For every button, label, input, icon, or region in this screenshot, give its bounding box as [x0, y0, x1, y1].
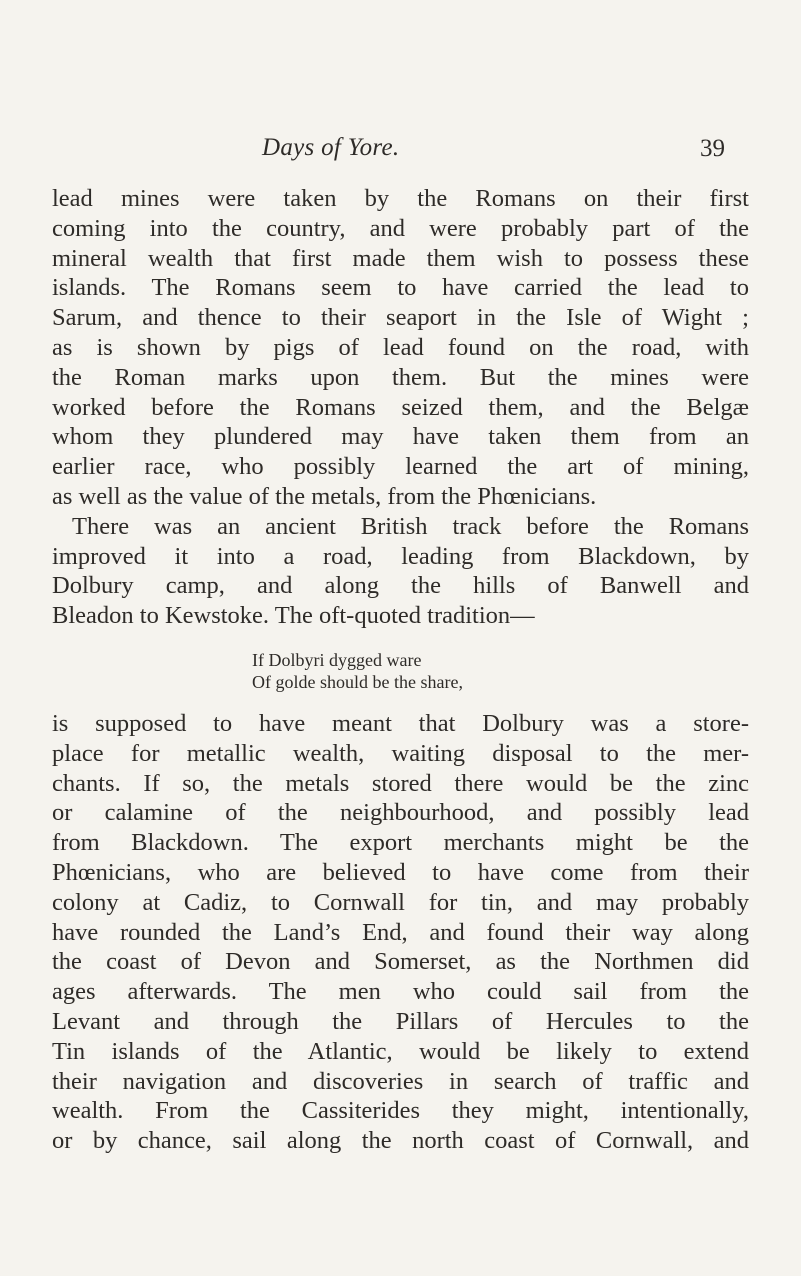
text-line: Levant and through the Pillars of Hercules to the — [52, 1007, 749, 1035]
text-line: the Roman marks upon them. But the mines were — [52, 363, 749, 391]
text-line: Tin islands of the Atlantic, would be likely to extend — [52, 1037, 749, 1065]
verse-line: If Dolbyri dygged ware — [252, 649, 422, 670]
page-number: 39 — [700, 135, 725, 162]
text-line: coming into the country, and were probably part of the — [52, 214, 749, 242]
text-line: or by chance, sail along the north coast of Cornwall, and — [52, 1127, 749, 1155]
paragraph-2 — [52, 512, 749, 631]
text-line: is supposed to have meant that Dolbury was a store- — [52, 709, 749, 737]
text-line: earlier race, who possibly learned the art of mining, — [52, 453, 749, 481]
text-line: wealth. From the Cassiterides they might, intentionally, — [52, 1097, 749, 1125]
text-line: as is shown by pigs of lead found on the road, with — [52, 333, 749, 361]
text-line: lead mines were taken by the Romans on their first — [52, 185, 749, 212]
text-line: chants. If so, the metals stored there would be the zinc — [52, 769, 749, 797]
text-line: from Blackdown. The export merchants might be the — [52, 829, 749, 857]
text-line: or calamine of the neighbourhood, and possibly lead — [52, 799, 749, 827]
verse-quotation — [52, 649, 749, 693]
paragraph-3 — [52, 709, 749, 1156]
text-line: Phœnicians, who are believed to have come from their — [52, 858, 749, 886]
body-text — [52, 184, 749, 1156]
text-line: colony at Cadiz, to Cornwall for tin, and may probably — [52, 888, 749, 916]
text-line: their navigation and discoveries in search of traffic and — [52, 1067, 749, 1095]
text-line: Bleadon to Kewstoke. The oft-quoted tradition— — [52, 602, 535, 630]
running-title: Days of Yore. — [262, 134, 400, 161]
running-head — [0, 134, 801, 170]
verse-line: Of golde should be the share, — [252, 671, 463, 692]
text-line: Dolbury camp, and along the hills of Banwell and — [52, 572, 749, 600]
text-line: mineral wealth that first made them wish to possess these — [52, 244, 749, 272]
paragraph-1 — [52, 184, 749, 512]
text-line: improved it into a road, leading from Blackdown, by — [52, 542, 749, 570]
text-line: islands. The Romans seem to have carried the lead to — [52, 274, 749, 302]
text-line: There was an ancient British track before the Romans — [72, 512, 749, 540]
text-line: have rounded the Land’s End, and found their way along — [52, 918, 749, 946]
text-line: whom they plundered may have taken them from an — [52, 423, 749, 451]
text-line: Sarum, and thence to their seaport in the Isle of Wight ; — [52, 304, 749, 332]
text-line: ages afterwards. The men who could sail from the — [52, 978, 749, 1006]
text-line: worked before the Romans seized them, and the Belgæ — [52, 393, 749, 421]
text-line: the coast of Devon and Somerset, as the Northmen did — [52, 948, 749, 976]
text-line: place for metallic wealth, waiting disposal to the mer- — [52, 739, 749, 767]
text-line: as well as the value of the metals, from the Phœnicians. — [52, 482, 597, 510]
